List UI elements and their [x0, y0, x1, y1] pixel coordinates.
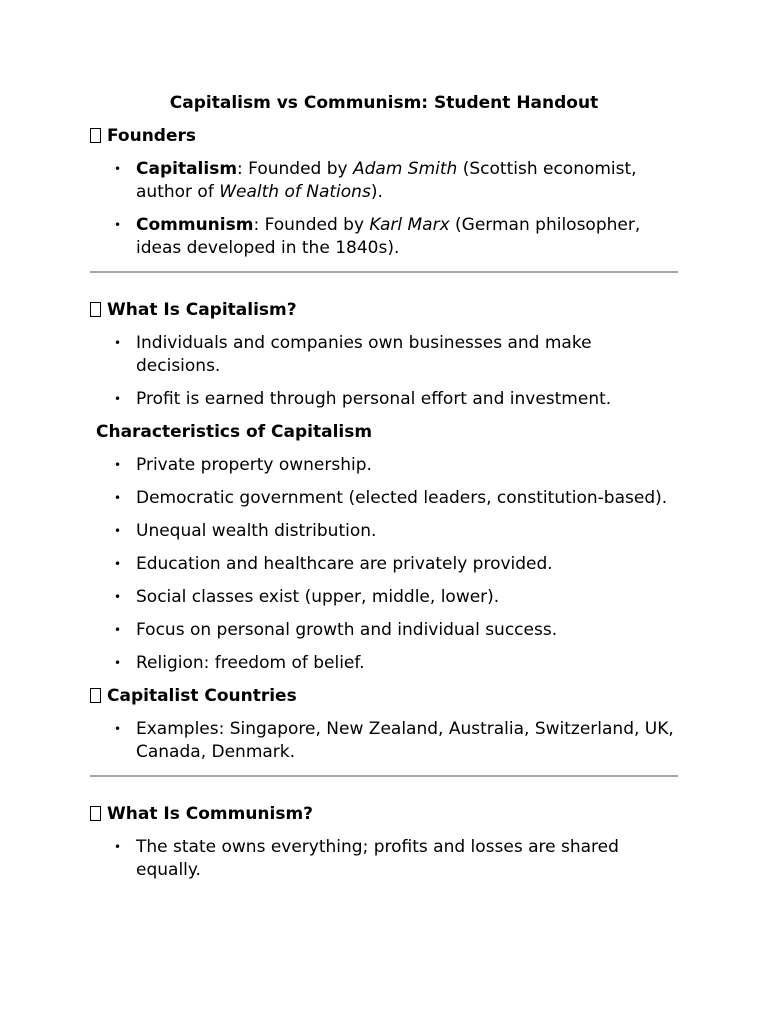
communism-heading	[90, 803, 678, 826]
founders-heading	[90, 125, 678, 148]
characteristics-list	[90, 454, 678, 675]
bullet-icon: •	[114, 392, 122, 406]
list-item-text: Focus on personal growth and individual success.	[136, 620, 558, 640]
document-title: Capitalism vs Communism: Student Handout	[169, 93, 599, 113]
bullet-icon: •	[114, 557, 122, 571]
list-item	[90, 487, 678, 510]
founder-name: Karl Marx	[369, 215, 450, 235]
list-item-text: Education and healthcare are privately provided.	[136, 554, 553, 574]
section-divider	[90, 775, 678, 777]
list-item	[90, 332, 678, 378]
list-item-text: Examples: Singapore, New Zealand, Australia, Switzerland, UK, Canada, Denmark.	[136, 719, 674, 762]
list-item-text: Profit is earned through personal effort and investment.	[136, 389, 612, 409]
bullet-icon: •	[114, 590, 122, 604]
founder-term: Communism	[136, 215, 254, 235]
bullet-icon: •	[114, 840, 122, 854]
capitalism-heading	[90, 299, 678, 322]
founder-text: : Founded by	[237, 159, 353, 179]
bullet-icon: •	[114, 162, 122, 176]
list-item	[90, 586, 678, 609]
unsupported-glyph-icon	[90, 302, 101, 317]
list-item	[90, 454, 678, 477]
list-item	[90, 553, 678, 576]
list-item	[90, 214, 678, 260]
handout-page	[90, 92, 678, 882]
capitalist-countries-heading-text: Capitalist Countries	[107, 686, 297, 706]
list-item	[90, 652, 678, 675]
bullet-icon: •	[114, 491, 122, 505]
founders-heading-text: Founders	[107, 126, 197, 146]
list-item	[90, 619, 678, 642]
unsupported-glyph-icon	[90, 688, 101, 703]
list-item	[90, 836, 678, 882]
list-item-text: Individuals and companies own businesses and make decisions.	[136, 333, 592, 376]
list-item	[90, 388, 678, 411]
founder-text: (German philosopher, ideas developed in the 1840s).	[136, 215, 641, 258]
bullet-icon: •	[114, 336, 122, 350]
list-item-text: Social classes exist (upper, middle, lower).	[136, 587, 500, 607]
capitalist-countries-list	[90, 718, 678, 764]
founder-work: Wealth of Nations	[219, 182, 371, 202]
unsupported-glyph-icon	[90, 806, 101, 821]
bullet-icon: •	[114, 623, 122, 637]
communism-list	[90, 836, 678, 882]
bullet-icon: •	[114, 524, 122, 538]
list-item-text: Private property ownership.	[136, 455, 372, 475]
section-divider	[90, 271, 678, 273]
list-item-text: Unequal wealth distribution.	[136, 521, 377, 541]
list-item-text: Democratic government (elected leaders, constitution-based).	[136, 488, 668, 508]
list-item	[90, 520, 678, 543]
founders-list	[90, 158, 678, 260]
list-item-text: Religion: freedom of belief.	[136, 653, 365, 673]
characteristics-heading: Characteristics of Capitalism	[96, 422, 373, 442]
founder-text: ).	[370, 182, 383, 202]
list-item-text: The state owns everything; profits and losses are shared equally.	[136, 837, 619, 880]
bullet-icon: •	[114, 458, 122, 472]
capitalist-countries-heading	[90, 685, 678, 708]
bullet-icon: •	[114, 722, 122, 736]
bullet-icon: •	[114, 656, 122, 670]
founder-name: Adam Smith	[353, 159, 458, 179]
capitalism-list	[90, 332, 678, 411]
bullet-icon: •	[114, 218, 122, 232]
list-item	[90, 718, 678, 764]
founder-text: (Scottish economist, author of	[136, 159, 637, 202]
founder-text: : Founded by	[253, 215, 370, 235]
founder-term: Capitalism	[136, 159, 238, 179]
list-item	[90, 158, 678, 204]
unsupported-glyph-icon	[90, 128, 101, 143]
communism-heading-text: What Is Communism?	[107, 804, 314, 824]
capitalism-heading-text: What Is Capitalism?	[107, 300, 297, 320]
